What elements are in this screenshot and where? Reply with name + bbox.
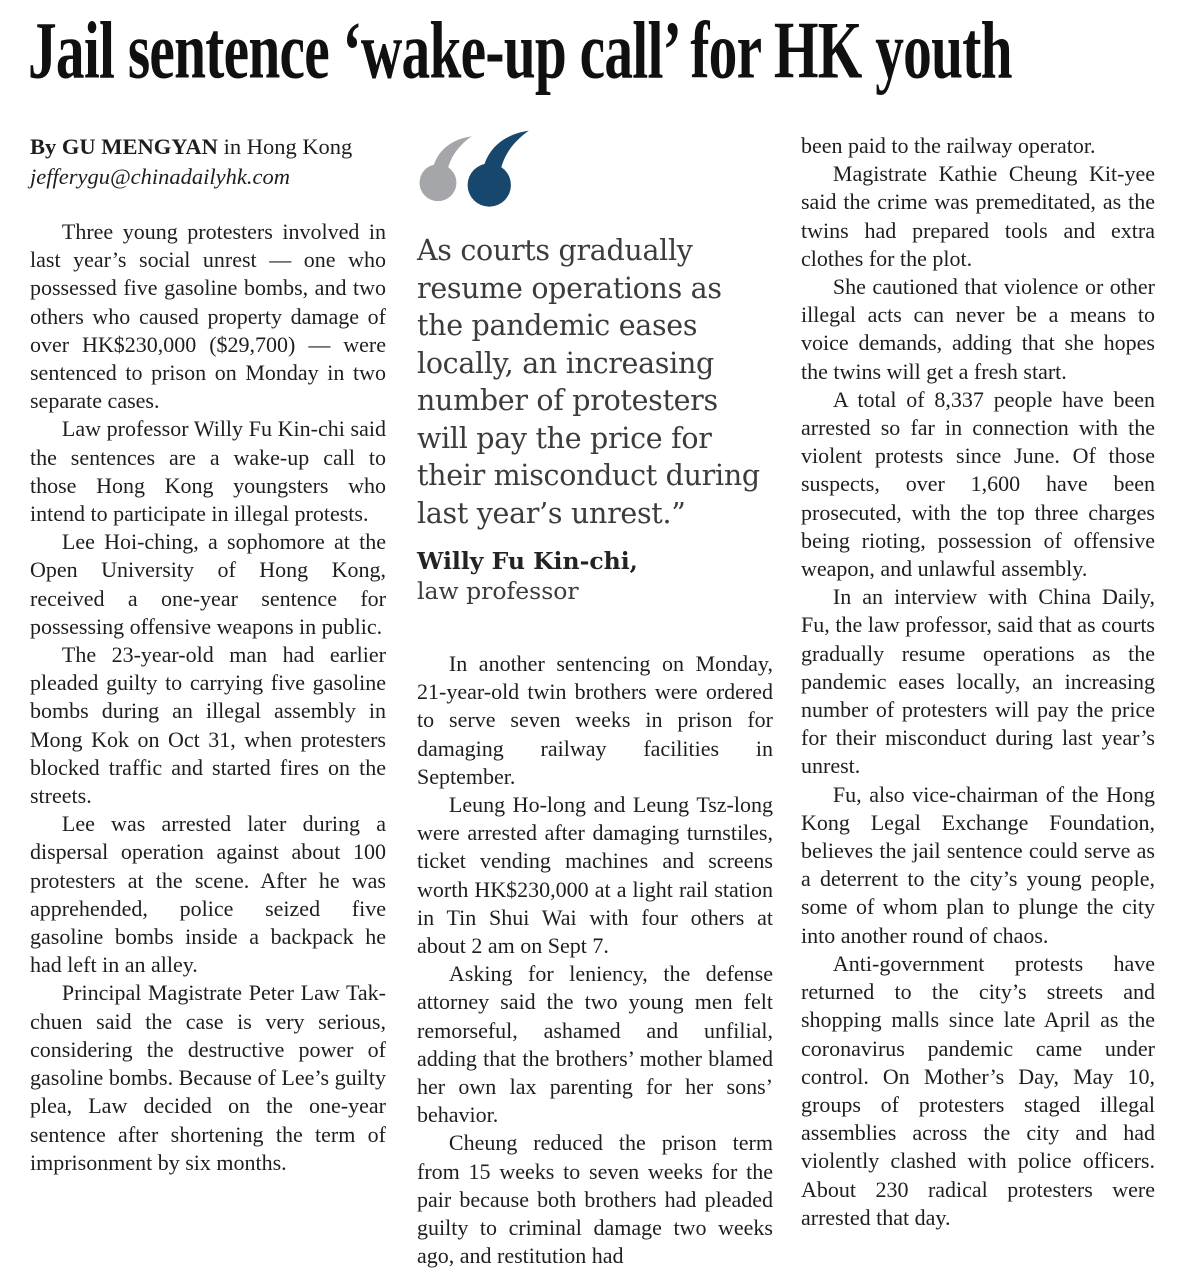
article-paragraph: In another sentencing on Monday, 21-year-old twin brothers were ordered to serve seven weeks in prison for damaging railway facilities in September. — [417, 651, 773, 789]
article-paragraph: Cheung reduced the prison term from 15 weeks to seven weeks for the pair because both brothers had pleaded guilty to criminal damage two weeks ago, and restitution had — [417, 1130, 773, 1269]
pull-quote-text: As courts gradually resume operations as the pandemic eases locally, an increasing number of protesters will pay the price for their misconduct during last year’s unrest.” — [417, 234, 760, 530]
byline-email: jefferygu@chinadailyhk.com — [30, 164, 290, 189]
byline-location: in Hong Kong — [217, 134, 353, 159]
article-paragraph: A total of 8,337 people have been arrested so far in connection with the violent protests since June. Of those suspects, over 1,600 have been prosecuted, with the top three charges being rioting, possession of offensive weapon, and unlawful assembly. — [801, 386, 1155, 582]
article-paragraph: Fu, also vice-chairman of the Hong Kong Legal Exchange Foundation, believes the jail sentence could serve as a deterrent to the city’s young people, some of whom plan to plunge the city into another round of chaos. — [801, 781, 1155, 948]
article-paragraph: Magistrate Kathie Cheung Kit-yee said the crime was premeditated, as the twins had prepared tools and extra clothes for the plot. — [801, 161, 1155, 271]
article-paragraph: Leung Ho-long and Leung Tsz-long were arrested after damaging turnstiles, ticket vending machines and screens worth HK$230,000 at a light rail station in Tin Shui Wai with four others at about 2 am on Sept 7. — [417, 792, 773, 959]
column-middle — [417, 132, 773, 1270]
article-paragraph: Law professor Willy Fu Kin-chi said the sentences are a wake-up call to those Hong Kong youngsters who intend to participate in illegal protests. — [30, 416, 386, 527]
column-right — [801, 132, 1155, 1232]
article-paragraph: Lee Hoi-ching, a sophomore at the Open University of Hong Kong, received a one-year sentence for possessing offensive weapons in public. — [30, 529, 386, 639]
quote-comma-navy-icon — [467, 130, 535, 208]
article-paragraph: Anti-government protests have returned to the city’s streets and shopping malls since late April as the coronavirus pandemic came under control. On Mother’s Day, May 10, groups of protesters staged illegal assemblies across the city and had violently clashed with police officers. About 230 radical protesters were arrested that day. — [801, 950, 1155, 1230]
article-paragraph: Principal Magistrate Peter Law Tak-chuen said the case is very serious, considering the destructive power of gasoline bombs. Because of Lee’s guilty plea, Law decided on the one-year sentence after shortening the term of imprisonment by six months. — [30, 980, 386, 1175]
article-paragraph: Asking for leniency, the defense attorney said the two young men felt remorseful, ashamed and unfilial, adding that the brothers’ mother blamed her own lax parenting for her sons’ behavior. — [417, 961, 773, 1128]
article-headline — [28, 6, 1158, 116]
column-left — [30, 132, 386, 1177]
article-paragraph: She cautioned that violence or other illegal acts can never be a means to voice demands, adding that she hopes the twins will get a fresh start. — [801, 274, 1155, 384]
pull-quote-attribution-title: law professor — [417, 577, 579, 605]
article-paragraph: Three young protesters involved in last year’s social unrest — one who possessed five gasoline bombs, and two others who caused property damage of over HK$230,000 ($29,700) — were sentenced to prison on Monday in two separate cases. — [30, 219, 386, 414]
article-paragraph: Lee was arrested later during a dispersal operation against about 100 protesters at the scene. After he was apprehended, police seized five gasoline bombs inside a backpack he had left in an alley. — [30, 811, 386, 978]
article-paragraph: In an interview with China Daily, Fu, the law professor, said that as courts gradually resume operations as the pandemic eases locally, an increasing number of protesters will pay the price for their misconduct during last year’s unrest. — [801, 584, 1155, 779]
pull-quote-attribution-name: Willy Fu Kin-chi, — [417, 547, 638, 575]
article-headline-text: Jail sentence ‘wake-up call’ for HK youth — [28, 4, 1012, 96]
open-quote-icon — [419, 136, 773, 218]
byline — [30, 132, 386, 192]
article-paragraph: been paid to the railway operator. — [801, 133, 1096, 158]
article-paragraph: The 23-year-old man had earlier pleaded guilty to carrying five gasoline bombs during an illegal assembly in Mong Kok on Oct 31, when protesters blocked traffic and started fires on the streets. — [30, 642, 386, 809]
byline-author: By GU MENGYAN — [30, 134, 218, 159]
byline-line — [30, 132, 386, 162]
